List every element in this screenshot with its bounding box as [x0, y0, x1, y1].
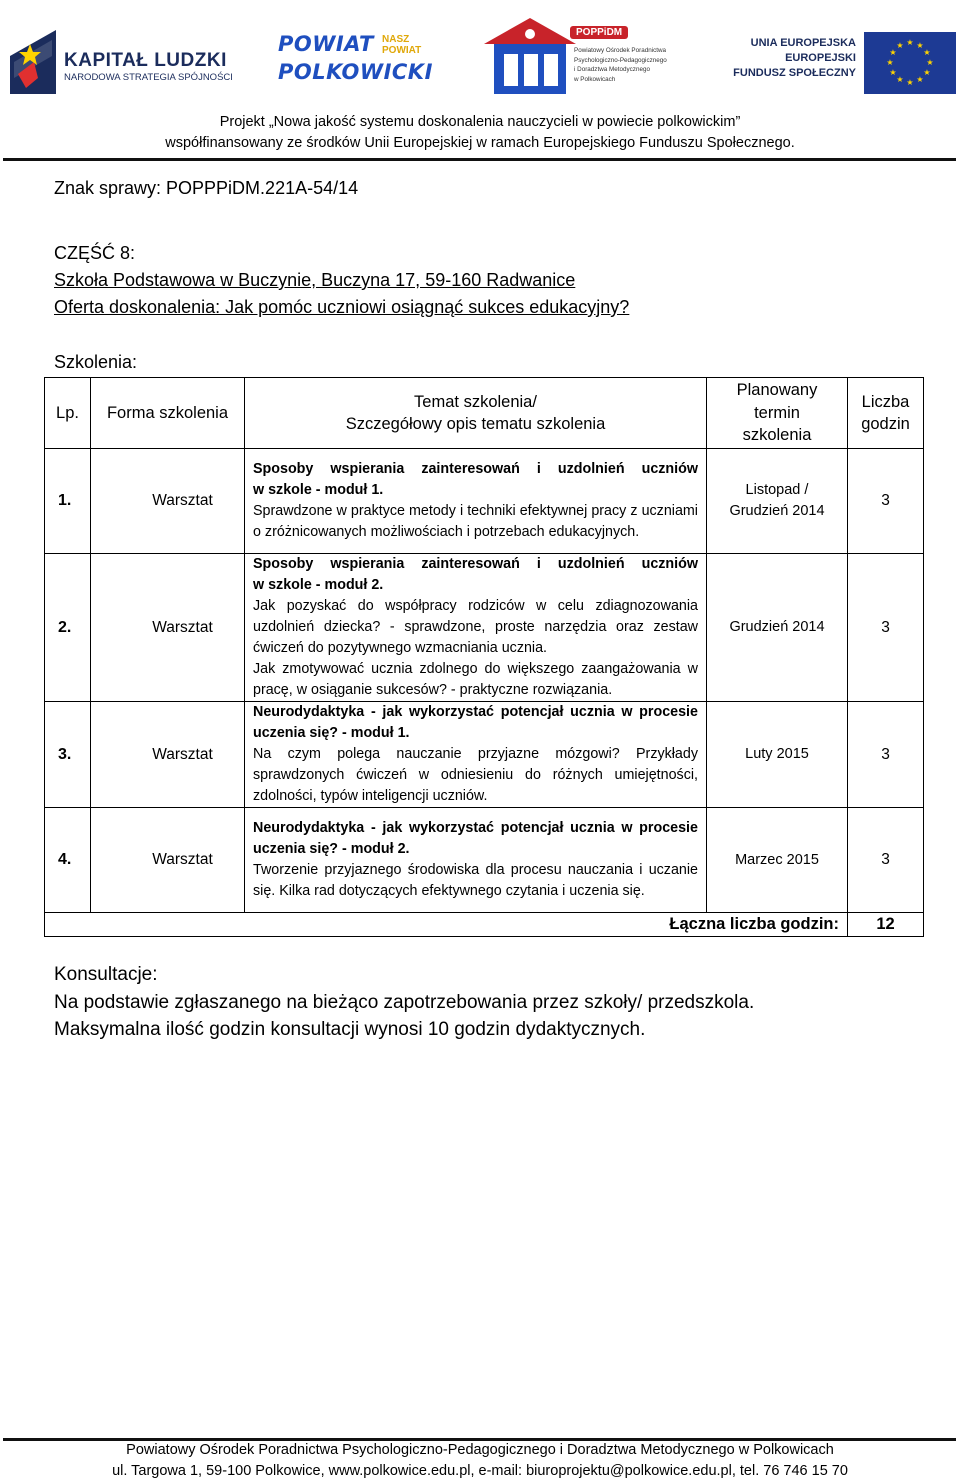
- poppidm-line: w Polkowicach: [574, 75, 616, 83]
- row-termin-line: Marzec 2015: [735, 851, 819, 868]
- table-row: [45, 554, 924, 702]
- case-number: Znak sprawy: POPPPiDM.221A-54/14: [54, 178, 359, 198]
- svg-text:★: ★: [923, 68, 931, 77]
- sum-row: [45, 913, 924, 937]
- table-row: [45, 449, 924, 554]
- footer-divider: [3, 1438, 956, 1441]
- row-opis: [245, 449, 707, 554]
- row-godziny: 3: [848, 808, 924, 913]
- row-description: Jak zmotywować ucznia zdolnego do większego zaangażowania w pracę, w osiąganie sukcesów? - praktyczne rozwiązania.: [253, 661, 698, 698]
- svg-text:★: ★: [889, 48, 897, 57]
- row-forma: Warsztat: [91, 808, 245, 913]
- header-termin-line: Planowany: [736, 381, 818, 400]
- header-forma-label: Forma szkolenia: [106, 403, 229, 422]
- svg-text:★: ★: [896, 41, 904, 50]
- sum-value: 12: [848, 913, 924, 937]
- row-title: w szkole - moduł 1.: [253, 482, 384, 498]
- poppidm-line: i Doradztwa Metodycznego: [574, 66, 650, 73]
- row-title: w szkole - moduł 2.: [253, 577, 384, 593]
- table-row: [45, 808, 924, 913]
- row-opis: [245, 702, 707, 808]
- sum-label: Łączna liczba godzin:: [45, 913, 848, 937]
- powiat-polkowicki-logo: [278, 32, 443, 90]
- row-lp: 4.: [45, 808, 91, 913]
- footer-contact: ul. Targowa 1, 59-100 Polkowice, www.polkowice.edu.pl, e-mail: biuroprojektu@polkowice.edu.pl, tel. 76 746 15 70: [112, 1463, 848, 1479]
- project-title: Projekt „Nowa jakość systemu doskonalenia nauczycieli w powiecie polkowickim”: [219, 114, 741, 130]
- row-termin-line: Grudzień 2014: [729, 619, 825, 635]
- row-title: uczenia się? - moduł 2.: [253, 841, 410, 857]
- header-liczba-line: godzin: [861, 415, 910, 433]
- trainings-label: Szkolenia:: [54, 352, 138, 372]
- row-lp: 2.: [45, 554, 91, 702]
- row-godziny: 3: [848, 449, 924, 554]
- part-heading: CZĘŚĆ 8:: [54, 243, 136, 263]
- header-termin: [707, 378, 848, 449]
- row-title: Neurodydaktyka - jak wykorzystać potencjał ucznia w procesie: [253, 704, 698, 720]
- svg-text:★: ★: [896, 75, 904, 84]
- ue-line: EUROPEJSKI: [785, 52, 856, 64]
- row-opis: [245, 808, 707, 913]
- row-description: Sprawdzone w praktyce metody i techniki efektywnej pracy z uczniami o zróżnicowanych możliwościach i potrzebach edukacyjnych.: [253, 503, 698, 540]
- row-termin-line: Grudzień 2014: [729, 503, 825, 519]
- svg-text:★: ★: [906, 78, 914, 87]
- svg-text:★: ★: [886, 58, 894, 67]
- row-description: Na czym polega nauczanie przyjazne mózgowi? Przykłady sprawdzonych ćwiczeń w odniesieniu do różnych umiejętności, zdolności, typów inteligencji uczniów.: [253, 746, 698, 804]
- table-header-row: [45, 378, 924, 449]
- ue-line: FUNDUSZ SPOŁECZNY: [733, 67, 856, 79]
- consultations-label: Konsultacje:: [54, 964, 158, 985]
- row-forma: Warsztat: [91, 554, 245, 702]
- unia-europejska-logo: [728, 30, 958, 96]
- powiat-label: POWIAT: [278, 32, 374, 56]
- school-name: Szkoła Podstawowa w Buczynie, Buczyna 17, 59-160 Radwanice: [54, 270, 576, 290]
- header-termin-line: termin: [754, 403, 800, 422]
- svg-text:★: ★: [923, 48, 931, 57]
- row-title: uczenia się? - moduł 1.: [253, 725, 410, 741]
- table-row: [45, 702, 924, 808]
- header-divider: [3, 158, 956, 161]
- polkowicki-label: POLKOWICKI: [278, 60, 433, 84]
- svg-text:★: ★: [926, 58, 934, 67]
- header-temat-line: Szczegółowy opis tematu szkolenia: [345, 415, 606, 433]
- poppidm-logo: [482, 8, 702, 96]
- row-lp: 1.: [45, 449, 91, 554]
- kapital-ludzki-logo: [6, 22, 246, 102]
- row-title: Neurodydaktyka - jak wykorzystać potencjał ucznia w procesie: [253, 820, 698, 836]
- row-termin-line: Luty 2015: [745, 746, 809, 762]
- row-termin: [707, 554, 848, 702]
- row-forma: Warsztat: [91, 702, 245, 808]
- row-title: Sposoby wspierania zainteresowań i uzdolnień uczniów: [253, 556, 698, 572]
- header-termin-line: szkolenia: [742, 426, 812, 445]
- svg-text:★: ★: [906, 38, 914, 47]
- consultations-line: Na podstawie zgłaszanego na bieżąco zapotrzebowania przez szkoły/ przedszkola.: [54, 992, 755, 1013]
- row-godziny: 3: [848, 702, 924, 808]
- footer-institution: Powiatowy Ośrodek Poradnictwa Psychologiczno-Pedagogicznego i Doradztwa Metodycznego w Polkowicach: [126, 1442, 834, 1458]
- offer-title: Oferta doskonalenia: Jak pomóc uczniowi osiągnąć sukces edukacyjny?: [54, 297, 630, 317]
- header-forma: [91, 378, 245, 449]
- header-liczba-line: Liczba: [861, 392, 910, 411]
- nasz-powiat-label: NASZ POWIAT: [382, 34, 422, 56]
- poppidm-line: Psychologiczno-Pedagogicznego: [574, 56, 667, 64]
- row-lp: 3.: [45, 702, 91, 808]
- row-title: Sposoby wspierania zainteresowań i uzdolnień uczniów: [253, 461, 698, 477]
- header-temat: [245, 378, 707, 449]
- row-termin: [707, 702, 848, 808]
- row-termin: [707, 449, 848, 554]
- project-funding: współfinansowany ze środków Unii Europejskiej w ramach Europejskiego Funduszu Społecznego.: [165, 135, 795, 151]
- row-termin-line: Listopad /: [745, 482, 809, 498]
- eu-flag-icon: [864, 32, 956, 94]
- kapital-ludzki-emblem-icon: [8, 26, 58, 98]
- row-description: Jak pozyskać do współpracy rodziców w celu zdiagnozowania uzdolnień dziecka? - sprawdzone, proste narzędzia oraz zestaw ćwiczeń do pozytywnego wzmacniania ucznia.: [253, 598, 698, 656]
- consultations-line: Maksymalna ilość godzin konsultacji wynosi 10 godzin dydaktycznych.: [54, 1019, 646, 1040]
- poppidm-line: Powiatowy Ośrodek Poradnictwa: [574, 47, 667, 54]
- header-liczba: [848, 378, 924, 449]
- ue-line: UNIA EUROPEJSKA: [750, 37, 856, 49]
- row-godziny: 3: [848, 554, 924, 702]
- row-opis: [245, 554, 707, 702]
- poppidm-description: [574, 46, 667, 84]
- row-description: Tworzenie przyjaznego środowiska dla procesu nauczania i uczanie się. Kilka rad dotyczących efektywnego czytania i uczenia się.: [253, 862, 698, 899]
- header-lp-label: Lp.: [56, 403, 79, 422]
- kapital-ludzki-subtitle: NARODOWA STRATEGIA SPÓJNOŚCI: [64, 72, 233, 83]
- row-forma: Warsztat: [91, 449, 245, 554]
- kapital-ludzki-title: KAPITAŁ LUDZKI: [64, 50, 227, 71]
- header-lp: [45, 378, 91, 449]
- svg-text:★: ★: [916, 75, 924, 84]
- ue-text: [733, 36, 856, 81]
- header-temat-line: Temat szkolenia/: [414, 392, 537, 411]
- poppidm-badge: POPPiDM: [570, 26, 628, 39]
- trainings-table: [44, 377, 924, 937]
- building-icon: [482, 14, 578, 96]
- row-termin: [707, 808, 848, 913]
- svg-text:★: ★: [889, 68, 897, 77]
- svg-text:★: ★: [916, 41, 924, 50]
